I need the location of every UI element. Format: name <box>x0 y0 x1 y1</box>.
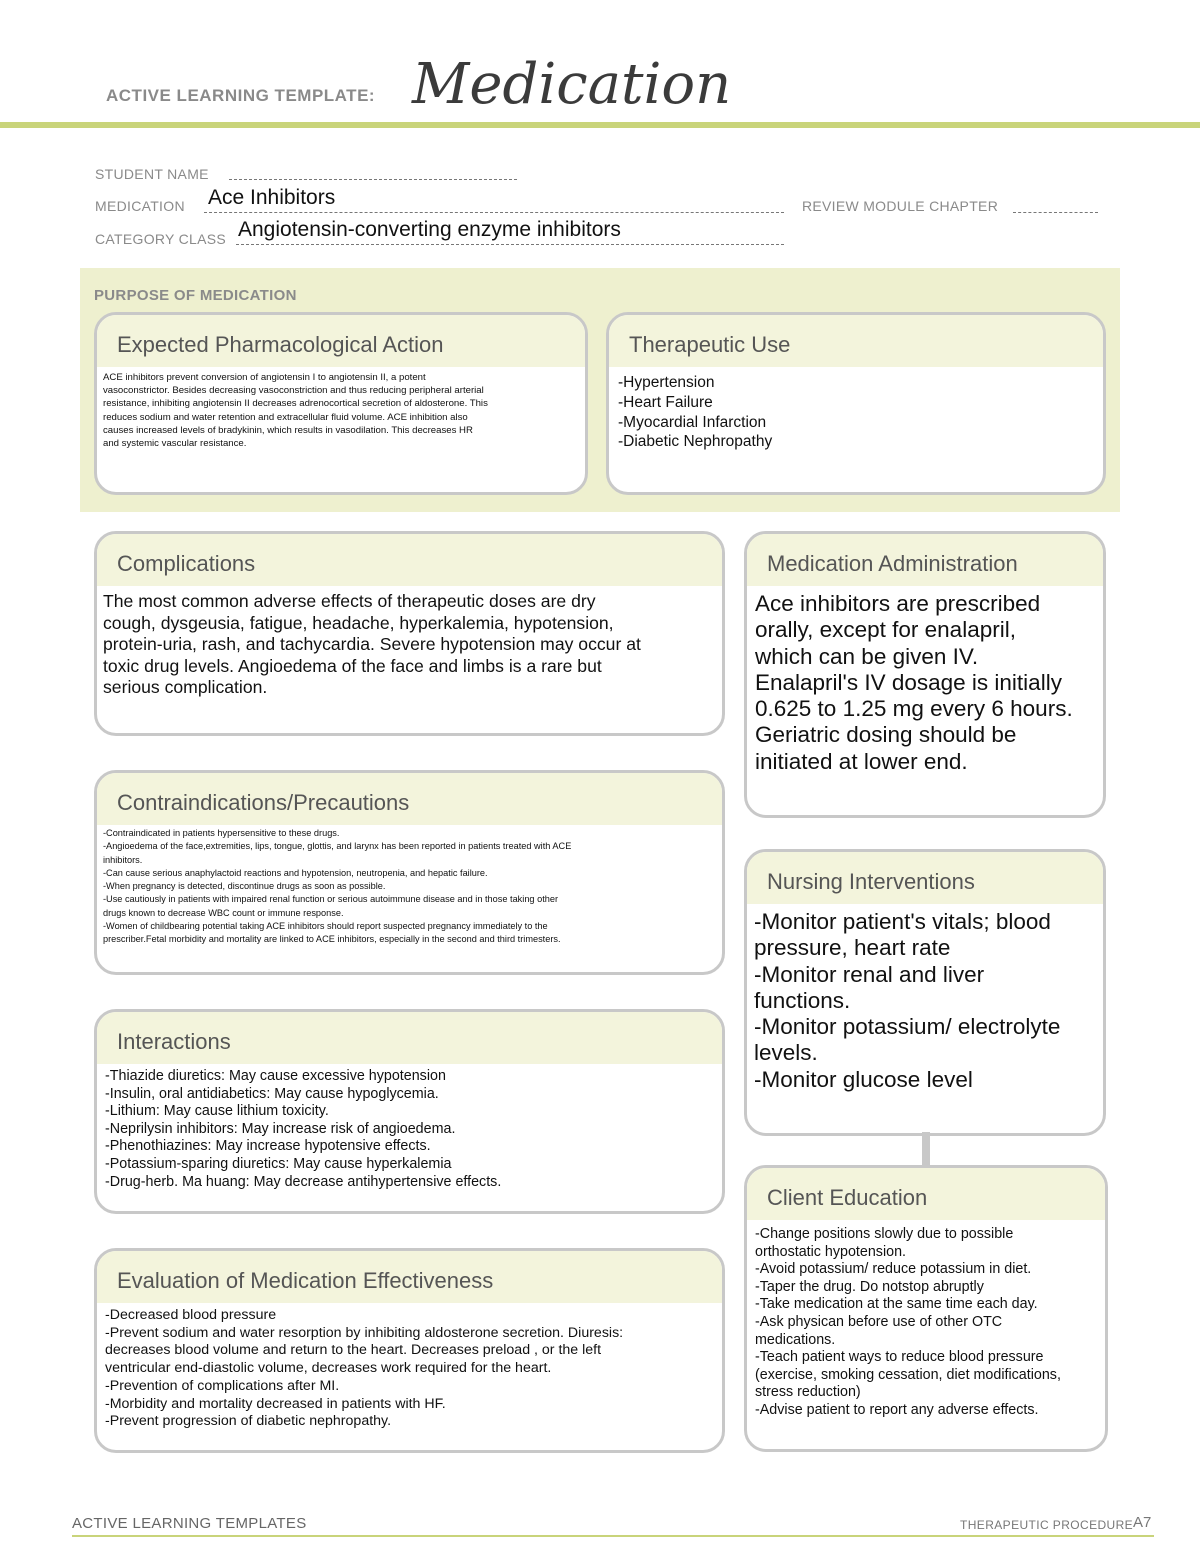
list-item: -Neprilysin inhibitors: May increase risk of angioedema. <box>105 1120 456 1137</box>
text-line: protein-uria, rash, and tachycardia. Severe hypotension may occur at <box>103 634 641 655</box>
list-item: -Hypertension <box>618 374 715 391</box>
text-line: -Use cautiously in patients with impaired renal function or serious autoimmune disease and in those taking other <box>103 894 559 905</box>
interactions-list <box>97 1064 722 1191</box>
text-line: prescriber.Fetal morbidity and mortality are linked to ACE inhibitors, especially in the second and third trimesters. <box>103 934 561 945</box>
text-line: 0.625 to 1.25 mg every 6 hours. <box>755 696 1073 722</box>
review-module-field[interactable] <box>1013 211 1098 213</box>
contraindications-text <box>97 825 722 947</box>
text-line: Ace inhibitors are prescribed <box>755 591 1041 616</box>
text-line: reduces sodium and water retention and extracellular fluid volume. ACE inhibition also <box>103 411 468 423</box>
medication-field[interactable]: Ace Inhibitors <box>208 186 336 209</box>
list-item: -Ask physican before use of other OTC <box>755 1313 1003 1330</box>
evaluation-card <box>94 1248 725 1453</box>
medication-field-line <box>204 211 784 213</box>
list-item: -Drug-herb. Ma huang: May decrease antihypertensive effects. <box>105 1173 502 1190</box>
text-line: -Monitor renal and liver <box>754 961 985 987</box>
nursing-interventions-title: Nursing Interventions <box>747 852 1103 904</box>
text-line: -Women of childbearing potential taking ACE inhibitors should report suspected pregnancy immediately to the <box>103 921 548 932</box>
nursing-interventions-card <box>744 849 1106 1136</box>
text-line: inhibitors. <box>103 854 143 865</box>
expected-action-title: Expected Pharmacological Action <box>97 315 585 367</box>
text-line: ACE inhibitors prevent conversion of angiotensin I to angiotensin II, a potent <box>103 372 426 383</box>
interactions-title: Interactions <box>97 1012 722 1064</box>
therapeutic-use-title: Therapeutic Use <box>609 315 1103 367</box>
text-line: toxic drug levels. Angioedema of the face and limbs is a rare but <box>103 655 602 676</box>
list-item: -Prevent progression of diabetic nephropathy. <box>105 1413 392 1430</box>
list-item: decreases blood volume and return to the heart. Decreases preload , or the left <box>105 1342 602 1359</box>
text-line: -Monitor patient's vitals; blood <box>754 909 1051 934</box>
client-education-card <box>744 1165 1108 1452</box>
text-line: -Angioedema of the face,extremities, lips, tongue, glottis, and larynx has been reported in patients treated with ACE <box>103 841 572 852</box>
client-education-list <box>747 1220 1105 1420</box>
text-line: cough, dysgeusia, fatigue, headache, hyperkalemia, hypotension, <box>103 612 614 633</box>
text-line: and systemic vascular resistance. <box>103 438 247 450</box>
list-item: medications. <box>755 1331 836 1348</box>
therapeutic-use-list <box>609 367 1103 452</box>
contraindications-title: Contraindications/Precautions <box>97 773 722 825</box>
text-line: initiated at lower end. <box>755 748 968 774</box>
text-line: vasoconstrictor. Besides decreasing vasoconstriction and thus reducing peripheral arterial <box>103 385 484 397</box>
text-line: serious complication. <box>103 677 268 698</box>
evaluation-list <box>97 1303 722 1431</box>
card-connector <box>922 1132 930 1166</box>
list-item: -Prevention of complications after MI. <box>105 1377 340 1394</box>
medication-administration-title: Medication Administration <box>747 534 1103 586</box>
list-item: -Morbidity and mortality decreased in patients with HF. <box>105 1395 446 1412</box>
medication-label: MEDICATION <box>95 198 185 214</box>
nursing-interventions-text <box>747 904 1103 1093</box>
text-line: Enalapril's IV dosage is initially <box>755 669 1062 695</box>
medication-administration-card <box>744 531 1106 818</box>
medication-administration-text <box>747 586 1103 775</box>
template-label: ACTIVE LEARNING TEMPLATE: <box>106 86 376 105</box>
text-line: resistance, inhibiting angiotensin II decreases adrenocortical secretion of aldosterone. This <box>103 398 488 410</box>
contraindications-card <box>94 770 725 975</box>
list-item: -Phenothiazines: May increase hypotensive effects. <box>105 1138 431 1155</box>
list-item: -Insulin, oral antidiabetics: May cause hypoglycemia. <box>105 1085 439 1102</box>
page-number: A7 <box>1133 1514 1152 1531</box>
complications-title: Complications <box>97 534 722 586</box>
list-item: -Teach patient ways to reduce blood pressure <box>755 1349 1044 1366</box>
list-item: (exercise, smoking cessation, diet modifications, <box>755 1366 1061 1383</box>
text-line: -Contraindicated in patients hypersensitive to these drugs. <box>103 828 340 838</box>
footer-title: ACTIVE LEARNING TEMPLATES <box>72 1515 307 1532</box>
list-item: -Decreased blood pressure <box>105 1307 277 1323</box>
list-item: -Lithium: May cause lithium toxicity. <box>105 1103 329 1120</box>
list-item: -Prevent sodium and water resorption by inhibiting aldosterone secretion. Diuresis: <box>105 1324 624 1341</box>
text-line: -Monitor glucose level <box>754 1066 973 1092</box>
text-line: which can be given IV. <box>755 643 979 669</box>
list-item: -Myocardial Infarction <box>618 413 767 431</box>
text-line: -Can cause serious anaphylactoid reactions and hypotension, neutropenia, and hepatic failure. <box>103 867 488 878</box>
text-line: levels. <box>754 1040 818 1066</box>
text-line: The most common adverse effects of therapeutic doses are dry <box>103 591 596 611</box>
student-name-field[interactable] <box>229 178 517 180</box>
expected-action-text <box>97 367 585 450</box>
list-item: -Potassium-sparing diuretics: May cause hyperkalemia <box>105 1155 452 1172</box>
list-item: -Thiazide diuretics: May cause excessive hypotension <box>105 1068 446 1084</box>
text-line: pressure, heart rate <box>754 935 951 961</box>
footer-section: THERAPEUTIC PROCEDURE <box>960 1518 1134 1532</box>
page-title: Medication <box>412 52 732 117</box>
list-item: -Advise patient to report any adverse effects. <box>755 1401 1039 1418</box>
header-divider <box>0 122 1200 128</box>
category-class-field-line <box>236 243 784 245</box>
student-name-label: STUDENT NAME <box>95 166 209 182</box>
list-item: -Avoid potassium/ reduce potassium in diet. <box>755 1261 1032 1278</box>
list-item: -Taper the drug. Do notstop abruptly <box>755 1278 984 1295</box>
evaluation-title: Evaluation of Medication Effectiveness <box>97 1251 722 1303</box>
text-line: causes increased levels of bradykinin, which results in vasodilation. This decreases HR <box>103 424 473 436</box>
list-item: -Diabetic Nephropathy <box>618 433 773 451</box>
complications-text <box>97 586 722 699</box>
text-line: -Monitor potassium/ electrolyte <box>754 1014 1061 1040</box>
text-line: Geriatric dosing should be <box>755 722 1017 748</box>
client-education-title: Client Education <box>747 1168 1105 1220</box>
list-item: -Take medication at the same time each day. <box>755 1296 1038 1313</box>
category-class-field[interactable]: Angiotensin-converting enzyme inhibitors <box>238 218 621 241</box>
review-module-label: REVIEW MODULE CHAPTER <box>802 198 999 214</box>
therapeutic-use-card <box>606 312 1106 495</box>
footer-divider <box>72 1535 1154 1537</box>
text-line: functions. <box>754 987 851 1013</box>
text-line: orally, except for enalapril, <box>755 617 1016 643</box>
list-item: -Heart Failure <box>618 393 713 411</box>
purpose-label: PURPOSE OF MEDICATION <box>94 287 297 304</box>
complications-card <box>94 531 725 736</box>
category-class-label: CATEGORY CLASS <box>95 231 227 247</box>
expected-action-card <box>94 312 588 495</box>
interactions-card <box>94 1009 725 1214</box>
list-item: -Change positions slowly due to possible <box>755 1226 1014 1242</box>
text-line: -When pregnancy is detected, discontinue drugs as soon as possible. <box>103 881 386 892</box>
list-item: ventricular end-diastolic volume, decreases work required for the heart. <box>105 1360 552 1377</box>
list-item: stress reduction) <box>755 1384 861 1401</box>
list-item: orthostatic hypotension. <box>755 1243 907 1260</box>
text-line: drugs known to decrease WBC count or immune response. <box>103 907 344 918</box>
